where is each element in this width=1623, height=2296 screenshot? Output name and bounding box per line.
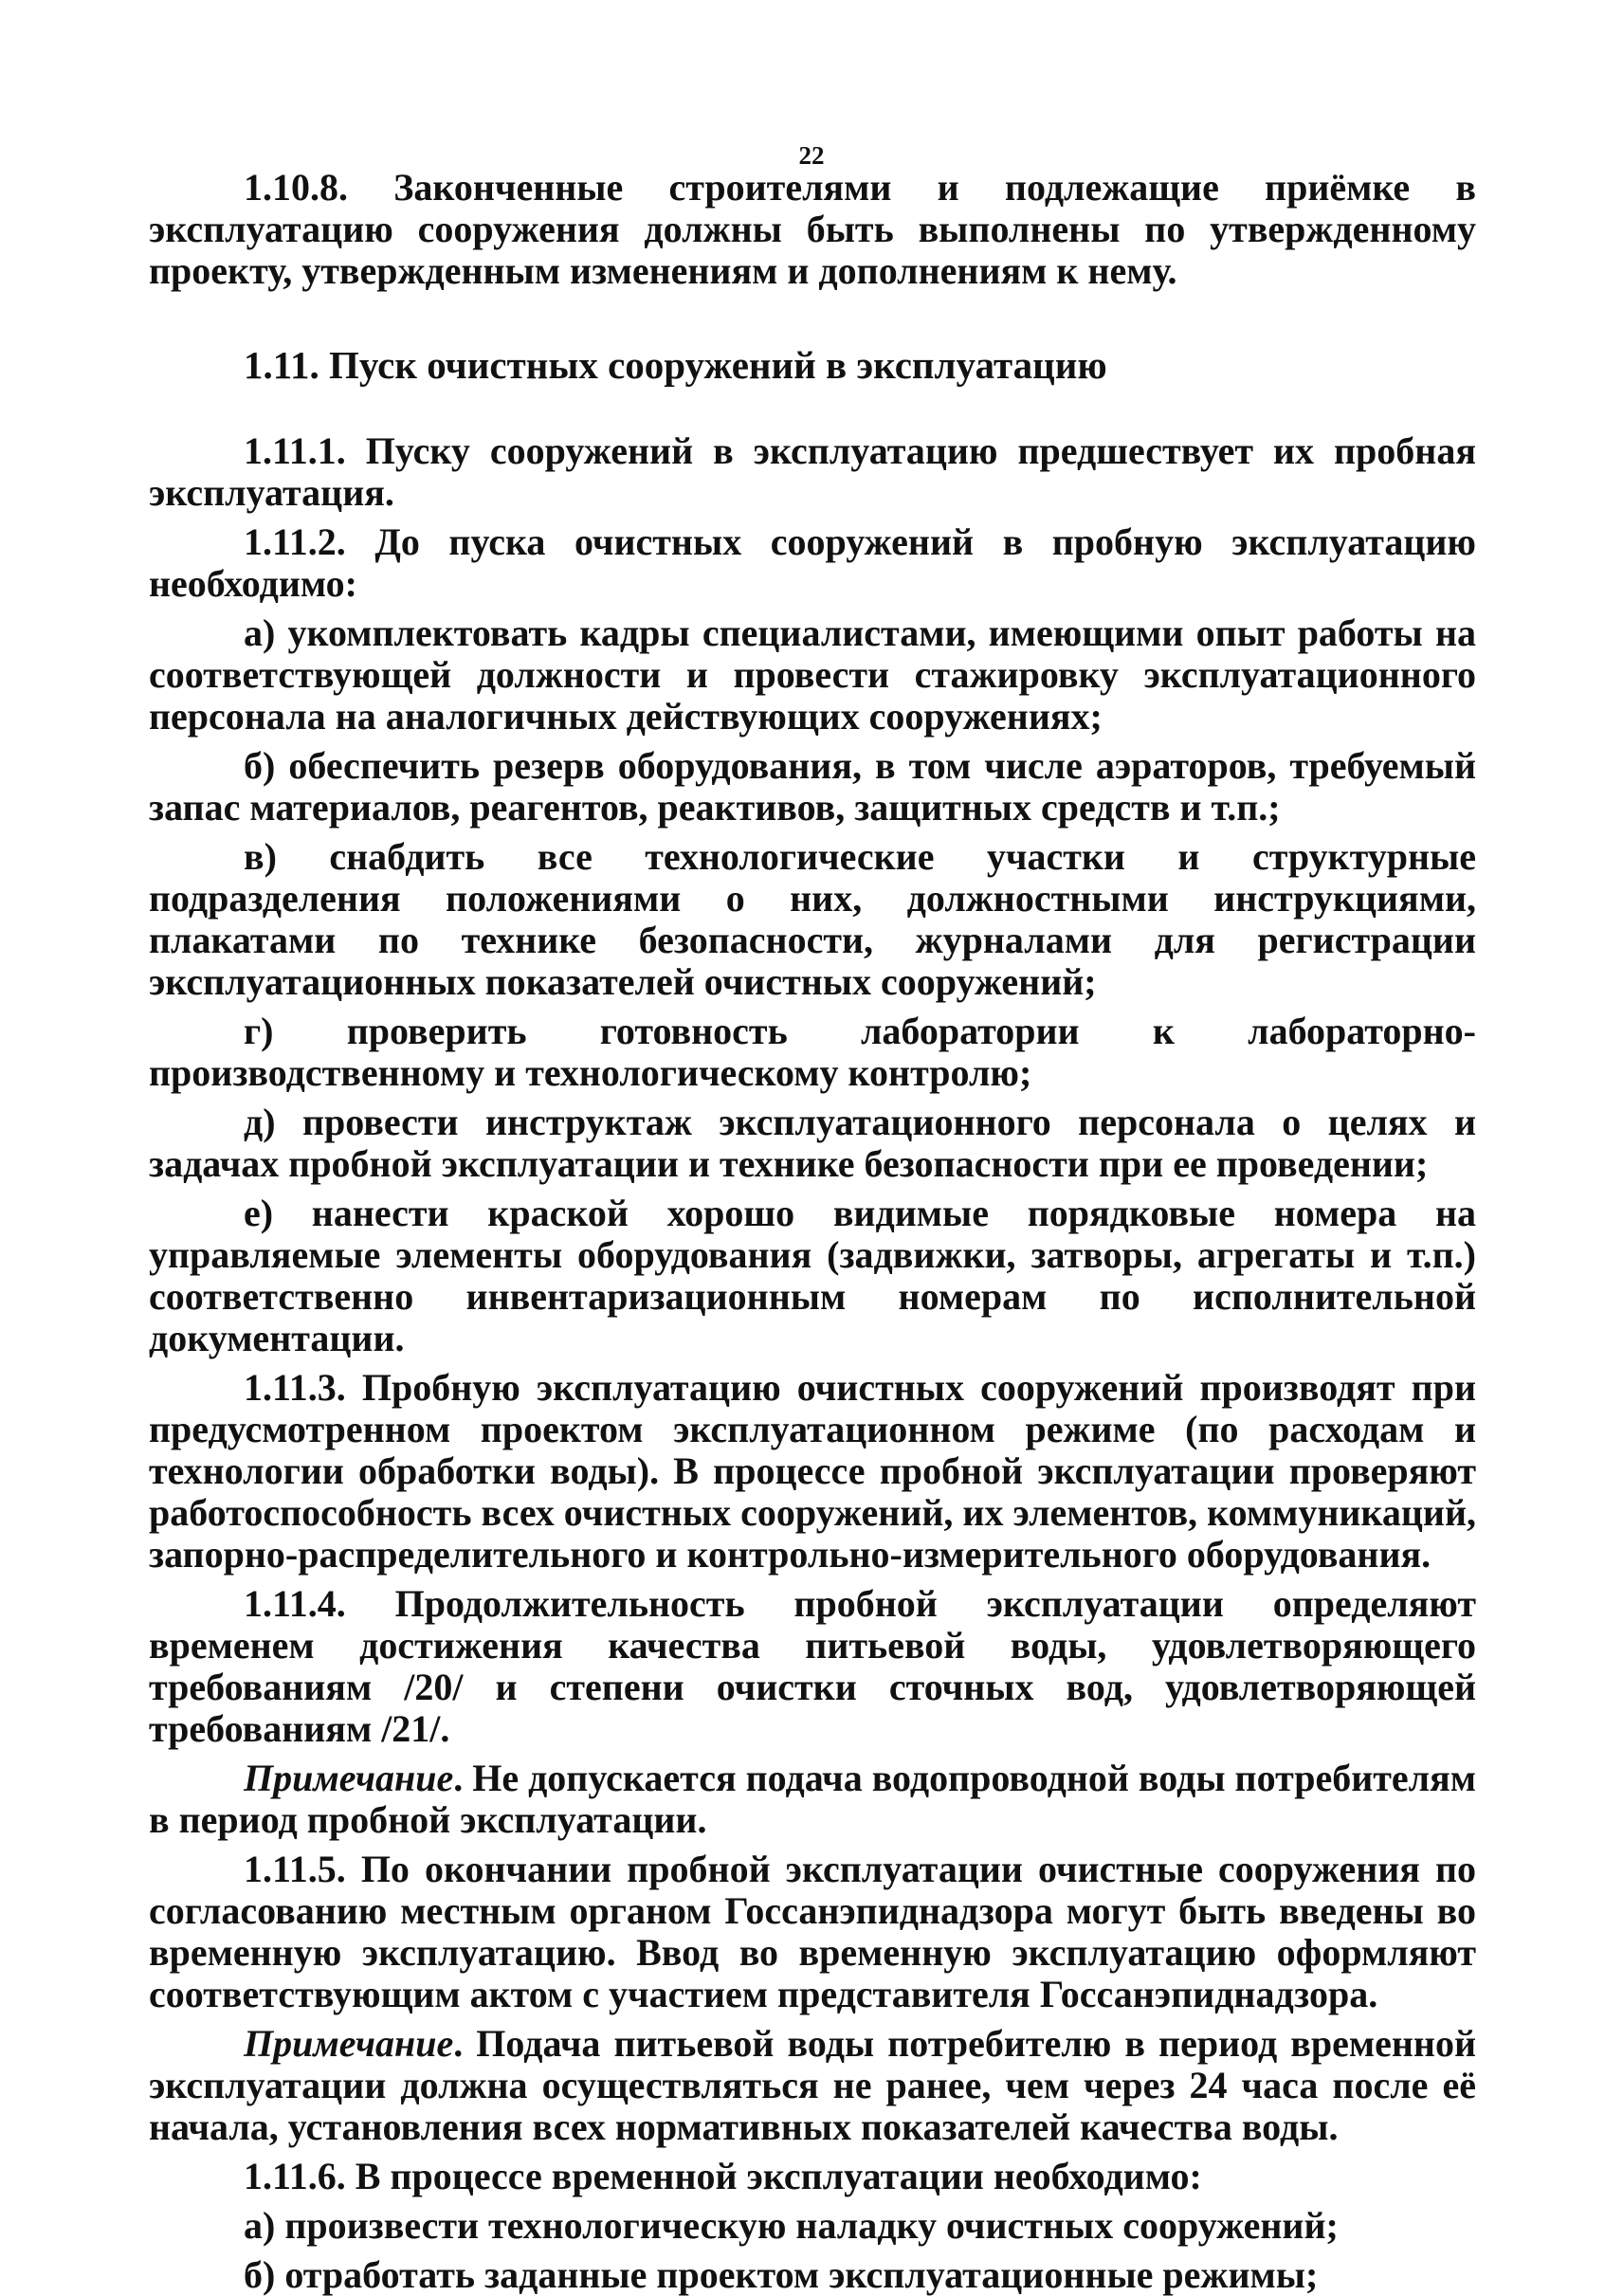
note-2-label: Примечание bbox=[244, 2022, 454, 2065]
paragraph-1-11-4: 1.11.4. Продолжительность пробной эксплуатации определяют временем достижения качества питьевой воды, удовлетворяющего требованиям /20/ и степени очистки сточных вод, удовлетворяющей требованиям /21/. bbox=[149, 1582, 1476, 1750]
paragraph-1-10-8: 1.10.8. Законченные строителями и подлежащие приёмке в эксплуатацию сооружения должны быть выполнены по утвержденному проекту, утвержденным изменениям и дополнениям к нему. bbox=[149, 166, 1476, 292]
document-body bbox=[149, 167, 1476, 2296]
page-number: 22 bbox=[798, 141, 825, 170]
paragraph-1-11-5: 1.11.5. По окончании пробной эксплуатации очистные сооружения по согласованию местным органом Госсанэпиднадзора могут быть введены во временную эксплуатацию. Ввод во временную эксплуатацию оформляют соответствующим актом с участием представителя Госсанэпиднадзора. bbox=[149, 1848, 1476, 2015]
paragraph-1-11-3: 1.11.3. Пробную эксплуатацию очистных сооружений производят при предусмотренном проектом эксплуатационном режиме (по расходам и технологии обработки воды). В процессе пробной эксплуатации проверяют работоспособность всех очистных сооружений, их элементов, коммуникаций, запорно-распределительного и контрольно-измерительного оборудования. bbox=[149, 1366, 1476, 1576]
list-item-b: б) обеспечить резерв оборудования, в том числе аэраторов, требуемый запас материалов, реагентов, реактивов, защитных средств и т.п.; bbox=[149, 744, 1476, 829]
paragraph-1-11-6: 1.11.6. В процессе временной эксплуатации необходимо: bbox=[244, 2155, 1202, 2197]
list-item-v: в) снабдить все технологические участки и структурные подразделения положениями о них, должностными инструкциями, плакатами по технике безопасности, журналами для регистрации эксплуатационных показателей очистных сооружений; bbox=[149, 835, 1476, 1003]
list-item-g: г) проверить готовность лаборатории к лабораторно-производственному и технологическому контролю; bbox=[149, 1010, 1476, 1094]
note-1-text: . Не допускается подача водопроводной воды потребителям в период пробной эксплуатации. bbox=[149, 1757, 1476, 1841]
note-1-label: Примечание bbox=[244, 1757, 454, 1799]
list-item-6b: б) отработать заданные проектом эксплуатационные режимы; bbox=[244, 2253, 1319, 2296]
list-item-6a: а) произвести технологическую наладку очистных сооружений; bbox=[244, 2204, 1339, 2247]
list-item-a: а) укомплектовать кадры специалистами, имеющими опыт работы на соответствующей должности и провести стажировку эксплуатационного персонала на аналогичных действующих сооружениях; bbox=[149, 611, 1476, 738]
paragraph-1-11-2: 1.11.2. До пуска очистных сооружений в пробную эксплуатацию необходимо: bbox=[149, 520, 1476, 605]
note-2-text: . Подача питьевой воды потребителю в период временной эксплуатации должна осуществляться не ранее, чем через 24 часа после её начала, установления всех нормативных показателей качества воды. bbox=[149, 2022, 1476, 2148]
paragraph-1-11-1: 1.11.1. Пуску сооружений в эксплуатацию предшествует их пробная эксплуатация. bbox=[149, 429, 1476, 514]
list-item-e: е) нанести краской хорошо видимые порядковые номера на управляемые элементы оборудования (задвижки, затворы, агрегаты и т.п.) соответственно инвентаризационным номерам по исполнительной документации. bbox=[149, 1192, 1476, 1359]
note-2 bbox=[149, 2023, 1476, 2148]
note-1 bbox=[149, 1758, 1476, 1841]
list-item-d: д) провести инструктаж эксплуатационного персонала о целях и задачах пробной эксплуатации и технике безопасности при ее проведении; bbox=[149, 1101, 1476, 1185]
section-heading-1-11: 1.11. Пуск очистных сооружений в эксплуатацию bbox=[244, 343, 1107, 387]
